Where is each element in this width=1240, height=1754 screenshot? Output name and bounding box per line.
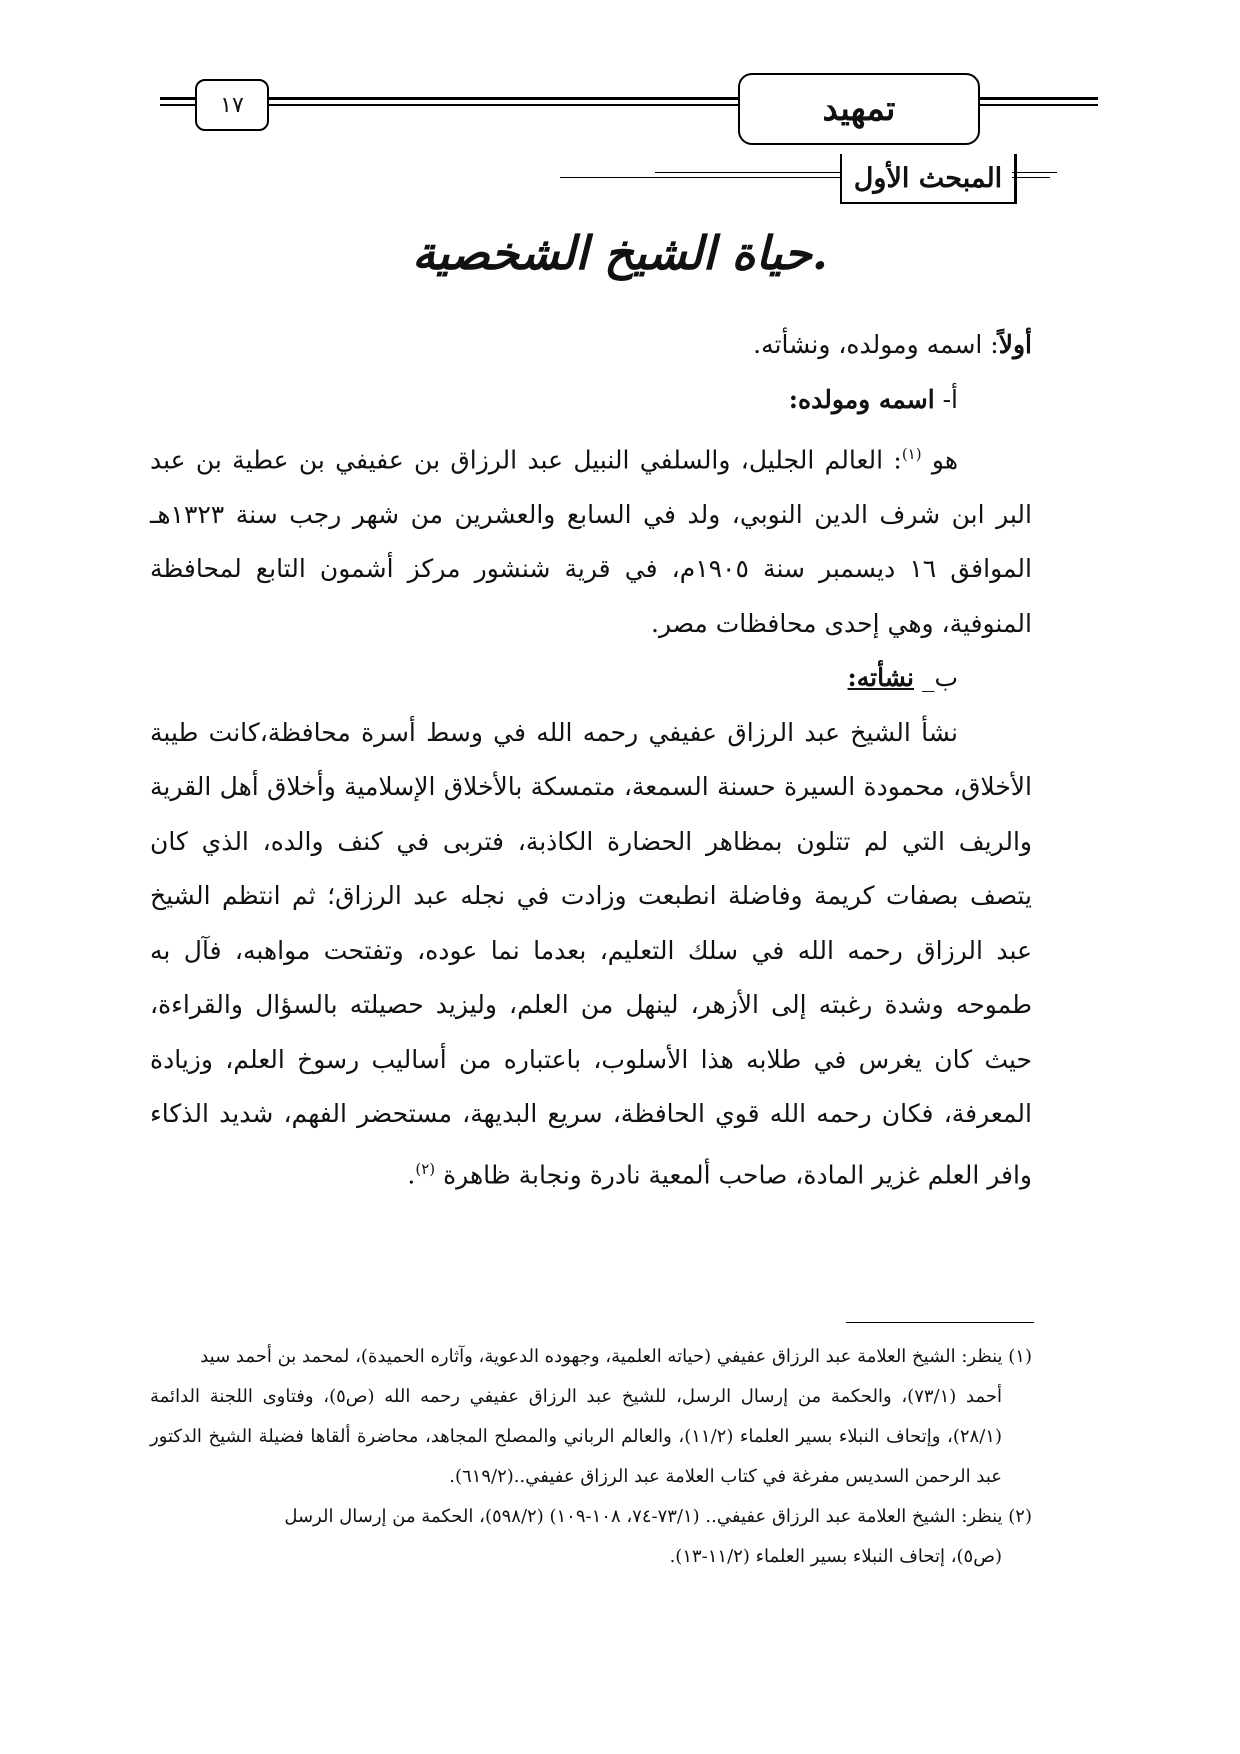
paragraph-1-start: هو (921, 445, 958, 475)
footnote-ref-2[interactable]: (٢) (415, 1159, 436, 1178)
main-content (150, 318, 1032, 1203)
subheading-b (150, 651, 1032, 706)
page-number: ١٧ (195, 79, 269, 131)
subheading-b-text: نشأته: (847, 663, 915, 693)
footnote-ref-1[interactable]: (١) (901, 445, 922, 463)
section-label: المبحث الأول (840, 154, 1017, 204)
subheading-a (150, 373, 1032, 428)
header-rule-right-bottom (976, 104, 1098, 106)
section-rule-left-2 (655, 172, 840, 173)
footnote-2-line-1: (٢) ينظر: الشيخ العلامة عبد الرزاق عفيفي.. (٧٣/١-٧٤، ١٠٨-١٠٩) (٥٩٨/٢)، الحكمة من إرسال الرسل (284, 1506, 1032, 1527)
paragraph-name-birth (150, 427, 1032, 651)
section-rule-left-1 (560, 177, 840, 178)
header-rule-left-bottom (160, 104, 195, 106)
paragraph-2-text: نشأ الشيخ عبد الرزاق عفيفي رحمه الله في وسط أسرة محافظة،كانت طيبة الأخلاق، محمودة السيرة حسنة السمعة، متمسكة بالأخلاق الإسلامية وأخلاق أهل القرية والريف التي لم تتلون بمظاهر الحضارة الكاذبة، فتربى في كنف والده، الذي كان يتصف بصفات كريمة وفاضلة انطبعت وزادت في نجله عبد الرزاق؛ ثم انتظم الشيخ عبد الرزاق رحمه الله في سلك التعليم، بعدما نما عوده، وتفتحت مواهبه، فآل به طموحه وشدة رغبته إلى الأزهر، لينهل من العلم، وليزيد حصيلته بالسؤال والقراءة، حيث كان يغرس في طلابه هذا الأسلوب، باعتباره من أساليب رسوخ العلم، وزيادة المعرفة، فكان رحمه الله قوي الحافظة، سريع البديهة، مستحضر الفهم، شديد الذكاء وافر العلم غزير المادة، صاحب ألمعية نادرة ونجابة ظاهرة (150, 717, 1032, 1190)
page-title: حياة الشيخ الشخصية. (412, 226, 828, 280)
footnotes (150, 1337, 1032, 1577)
heading-lead: أولاً (998, 330, 1032, 359)
footnote-separator (846, 1322, 1034, 1323)
footnote-2-line-2: (ص٥)، إتحاف النبلاء بسير العلماء (١١/٢-١٣). (669, 1546, 1002, 1567)
header-rule-mid-bottom (265, 104, 738, 106)
section-rule-right-1 (1012, 172, 1057, 173)
header-rule-left-top (160, 97, 195, 100)
footnote-1-line-2: أحمد (٧٣/١)، والحكمة من إرسال الرسل، للشيخ عبد الرزاق عفيفي رحمه الله (ص٥)، وفتاوى اللجنة الدائمة (٢٨/١)، وإتحاف النبلاء بسير العلماء (١١/٢)، والعالم الرباني والمصلح المجاهد، محاضرة ألقاها فضيلة الشيخ الدكتور عبد الرحمن السديس مفرغة في كتاب العلامة عبد الرزاق عفيفي..(٦١٩/٢). (150, 1386, 1003, 1487)
footnote-1-line-1: (١) ينظر: الشيخ العلامة عبد الرزاق عفيفي (حياته العلمية، وجهوده الدعوية، وآثاره الحميدة)، لمحمد بن أحمد سيد (200, 1346, 1032, 1367)
chapter-title: تمهيد (738, 73, 980, 145)
heading-line (150, 318, 1032, 373)
paragraph-2-end: . (407, 1160, 416, 1190)
subheading-b-prefix: ب_ (914, 663, 958, 693)
heading-rest: : اسمه ومولده، ونشأته. (753, 330, 999, 359)
header-rule-mid-top (265, 97, 738, 100)
paragraph-1-rest: : العالم الجليل، والسلفي النبيل عبد الرزاق بن عفيفي بن عطية بن عبد البر ابن شرف الدين النوبي، ولد في السابع والعشرين من شهر رجب سنة ١٣٢٣هـ الموافق ١٦ ديسمبر سنة ١٩٠٥م، في قرية شنشور مركز أشمون التابع لمحافظة المنوفية، وهي إحدى محافظات مصر. (150, 445, 1032, 638)
subheading-a-text: اسمه ومولده: (788, 384, 935, 414)
subheading-a-prefix: أ- (934, 384, 958, 414)
section-rule-right-2 (1012, 177, 1050, 178)
header-rule-right-top (976, 97, 1098, 100)
paragraph-upbringing (150, 706, 1032, 1203)
